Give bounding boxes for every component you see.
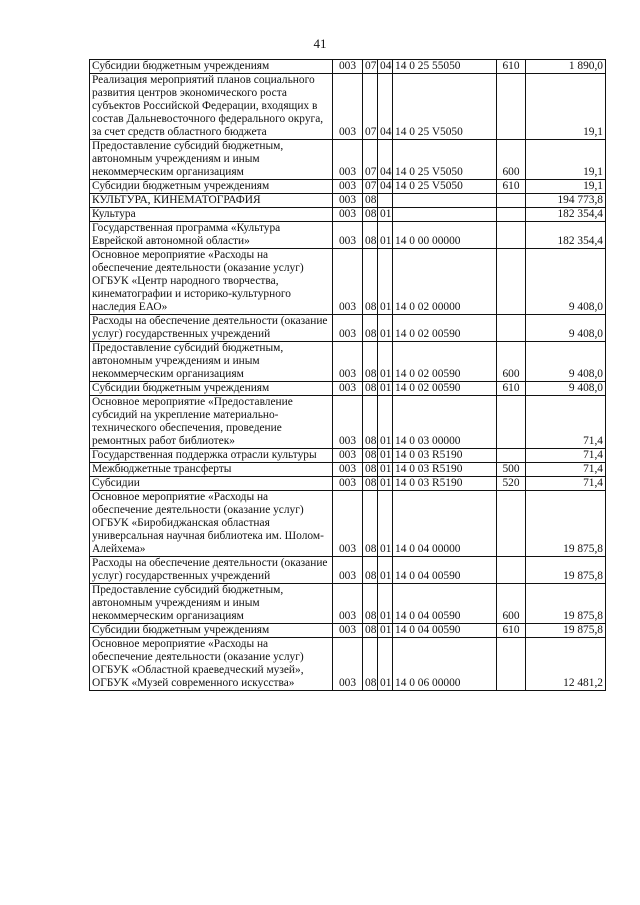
section-code: 07 (363, 74, 378, 140)
expense-type-code: 520 (497, 477, 526, 491)
row-name: Предоставление субсидий бюджетным, автономным учреждениям и иным некоммерческим организациям (90, 342, 333, 382)
row-name: Предоставление субсидий бюджетным, автономным учреждениям и иным некоммерческим организациям (90, 140, 333, 180)
expense-type-code (497, 449, 526, 463)
row-name: Расходы на обеспечение деятельности (оказание услуг) государственных учреждений (90, 315, 333, 342)
subsection-code: 01 (378, 463, 393, 477)
target-article-code: 14 0 04 00590 (393, 557, 497, 584)
table-row (90, 382, 606, 396)
target-article-code: 14 0 03 R5190 (393, 463, 497, 477)
table-row (90, 208, 606, 222)
row-name: Реализация мероприятий планов социального развития центров экономического роста субъектов Российской Федерации, входящих в состав Дальневосточного федерального округа, за счет средств областного бюджета (90, 74, 333, 140)
target-article-code: 14 0 02 00000 (393, 249, 497, 315)
section-code: 08 (363, 638, 378, 691)
ministry-code: 003 (333, 557, 363, 584)
section-code: 08 (363, 208, 378, 222)
row-name: Субсидии бюджетным учреждениям (90, 180, 333, 194)
expense-type-code (497, 249, 526, 315)
section-code: 08 (363, 382, 378, 396)
ministry-code: 003 (333, 382, 363, 396)
table-row (90, 624, 606, 638)
subsection-code: 01 (378, 396, 393, 449)
ministry-code: 003 (333, 60, 363, 74)
subsection-code: 01 (378, 624, 393, 638)
ministry-code: 003 (333, 491, 363, 557)
table-row (90, 477, 606, 491)
target-article-code: 14 0 04 00000 (393, 491, 497, 557)
table-row (90, 557, 606, 584)
ministry-code: 003 (333, 180, 363, 194)
row-name: Государственная программа «Культура Еврейской автономной области» (90, 222, 333, 249)
table-row (90, 584, 606, 624)
table-row (90, 249, 606, 315)
target-article-code: 14 0 02 00590 (393, 342, 497, 382)
expense-type-code (497, 396, 526, 449)
section-code: 08 (363, 557, 378, 584)
row-name: Основное мероприятие «Расходы на обеспечение деятельности (оказание услуг) ОГБУК «Биробиджанская областная универсальная научная библиотека им. Шолом-Алейхема» (90, 491, 333, 557)
subsection-code: 01 (378, 222, 393, 249)
amount: 19 875,8 (526, 557, 606, 584)
expense-type-code (497, 491, 526, 557)
section-code: 07 (363, 180, 378, 194)
expense-type-code: 610 (497, 60, 526, 74)
ministry-code: 003 (333, 463, 363, 477)
expense-type-code (497, 74, 526, 140)
table-row (90, 396, 606, 449)
row-name: Межбюджетные трансферты (90, 463, 333, 477)
expense-type-code: 500 (497, 463, 526, 477)
amount: 71,4 (526, 396, 606, 449)
expense-type-code (497, 557, 526, 584)
section-code: 07 (363, 60, 378, 74)
ministry-code: 003 (333, 249, 363, 315)
ministry-code: 003 (333, 584, 363, 624)
section-code: 08 (363, 315, 378, 342)
table-row (90, 60, 606, 74)
subsection-code: 01 (378, 491, 393, 557)
expense-type-code: 610 (497, 624, 526, 638)
subsection-code: 01 (378, 342, 393, 382)
ministry-code: 003 (333, 477, 363, 491)
ministry-code: 003 (333, 638, 363, 691)
budget-table-body (90, 60, 606, 691)
target-article-code: 14 0 03 R5190 (393, 449, 497, 463)
table-row (90, 180, 606, 194)
section-code: 08 (363, 584, 378, 624)
subsection-code: 04 (378, 180, 393, 194)
section-code: 08 (363, 477, 378, 491)
ministry-code: 003 (333, 74, 363, 140)
subsection-code: 04 (378, 60, 393, 74)
amount: 9 408,0 (526, 249, 606, 315)
amount: 19 875,8 (526, 624, 606, 638)
target-article-code: 14 0 25 V5050 (393, 74, 497, 140)
target-article-code: 14 0 25 V5050 (393, 140, 497, 180)
row-name: КУЛЬТУРА, КИНЕМАТОГРАФИЯ (90, 194, 333, 208)
target-article-code: 14 0 02 00590 (393, 382, 497, 396)
expense-type-code (497, 222, 526, 249)
row-name: Основное мероприятие «Расходы на обеспечение деятельности (оказание услуг) ОГБУК «Областной краеведческий музей», ОГБУК «Музей современного искусства» (90, 638, 333, 691)
table-row (90, 74, 606, 140)
ministry-code: 003 (333, 342, 363, 382)
amount: 194 773,8 (526, 194, 606, 208)
ministry-code: 003 (333, 396, 363, 449)
section-code: 08 (363, 222, 378, 249)
expense-type-code: 600 (497, 584, 526, 624)
subsection-code: 01 (378, 477, 393, 491)
target-article-code: 14 0 04 00590 (393, 584, 497, 624)
expense-type-code: 610 (497, 180, 526, 194)
amount: 19 875,8 (526, 491, 606, 557)
expense-type-code: 610 (497, 382, 526, 396)
amount: 19 875,8 (526, 584, 606, 624)
section-code: 08 (363, 249, 378, 315)
row-name: Субсидии бюджетным учреждениям (90, 624, 333, 638)
section-code: 08 (363, 396, 378, 449)
ministry-code: 003 (333, 315, 363, 342)
expense-type-code: 600 (497, 342, 526, 382)
ministry-code: 003 (333, 140, 363, 180)
row-name: Культура (90, 208, 333, 222)
ministry-code: 003 (333, 194, 363, 208)
section-code: 08 (363, 463, 378, 477)
row-name: Основное мероприятие «Расходы на обеспечение деятельности (оказание услуг) ОГБУК «Центр народного творчества, кинематографии и историко-культурного наследия ЕАО» (90, 249, 333, 315)
target-article-code: 14 0 04 00590 (393, 624, 497, 638)
subsection-code: 01 (378, 638, 393, 691)
subsection-code: 01 (378, 584, 393, 624)
table-row (90, 194, 606, 208)
target-article-code: 14 0 06 00000 (393, 638, 497, 691)
subsection-code (378, 194, 393, 208)
amount: 71,4 (526, 477, 606, 491)
amount: 182 354,4 (526, 222, 606, 249)
row-name: Субсидии (90, 477, 333, 491)
amount: 71,4 (526, 449, 606, 463)
amount: 19,1 (526, 74, 606, 140)
expense-type-code (497, 208, 526, 222)
expense-type-code: 600 (497, 140, 526, 180)
subsection-code: 04 (378, 74, 393, 140)
target-article-code: 14 0 03 00000 (393, 396, 497, 449)
subsection-code: 01 (378, 315, 393, 342)
subsection-code: 04 (378, 140, 393, 180)
ministry-code: 003 (333, 222, 363, 249)
section-code: 08 (363, 624, 378, 638)
ministry-code: 003 (333, 624, 363, 638)
amount: 9 408,0 (526, 342, 606, 382)
row-name: Основное мероприятие «Предоставление субсидий на укрепление материально-технического обеспечения, проведение ремонтных работ библиотек» (90, 396, 333, 449)
section-code: 08 (363, 194, 378, 208)
table-row (90, 222, 606, 249)
table-row (90, 140, 606, 180)
row-name: Субсидии бюджетным учреждениям (90, 382, 333, 396)
subsection-code: 01 (378, 449, 393, 463)
target-article-code: 14 0 03 R5190 (393, 477, 497, 491)
page-number: 41 (313, 36, 327, 51)
ministry-code: 003 (333, 449, 363, 463)
table-row (90, 342, 606, 382)
target-article-code: 14 0 25 55050 (393, 60, 497, 74)
row-name: Расходы на обеспечение деятельности (оказание услуг) государственных учреждений (90, 557, 333, 584)
row-name: Государственная поддержка отрасли культуры (90, 449, 333, 463)
amount: 19,1 (526, 140, 606, 180)
section-code: 08 (363, 342, 378, 382)
row-name: Субсидии бюджетным учреждениям (90, 60, 333, 74)
subsection-code: 01 (378, 382, 393, 396)
table-row (90, 463, 606, 477)
section-code: 08 (363, 491, 378, 557)
amount: 1 890,0 (526, 60, 606, 74)
expense-type-code (497, 315, 526, 342)
expense-type-code (497, 194, 526, 208)
target-article-code: 14 0 02 00590 (393, 315, 497, 342)
table-row (90, 638, 606, 691)
subsection-code: 01 (378, 208, 393, 222)
amount: 182 354,4 (526, 208, 606, 222)
expense-type-code (497, 638, 526, 691)
budget-table (89, 59, 606, 691)
row-name: Предоставление субсидий бюджетным, автономным учреждениям и иным некоммерческим организациям (90, 584, 333, 624)
target-article-code (393, 208, 497, 222)
target-article-code (393, 194, 497, 208)
amount: 9 408,0 (526, 382, 606, 396)
table-row (90, 491, 606, 557)
subsection-code: 01 (378, 249, 393, 315)
amount: 9 408,0 (526, 315, 606, 342)
target-article-code: 14 0 00 00000 (393, 222, 497, 249)
section-code: 08 (363, 449, 378, 463)
amount: 12 481,2 (526, 638, 606, 691)
amount: 71,4 (526, 463, 606, 477)
amount: 19,1 (526, 180, 606, 194)
section-code: 07 (363, 140, 378, 180)
ministry-code: 003 (333, 208, 363, 222)
target-article-code: 14 0 25 V5050 (393, 180, 497, 194)
table-row (90, 315, 606, 342)
table-row (90, 449, 606, 463)
subsection-code: 01 (378, 557, 393, 584)
